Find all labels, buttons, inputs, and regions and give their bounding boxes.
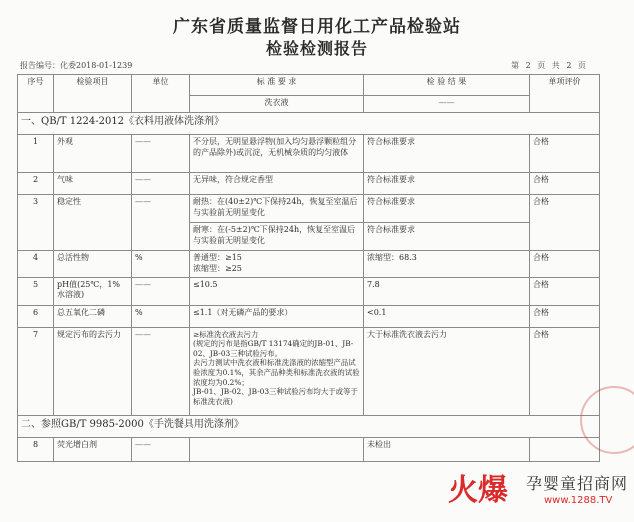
row-requirement: ≤10.5	[190, 277, 364, 305]
header-unit: 单位	[132, 75, 190, 113]
table-row	[18, 305, 600, 327]
row-eval: 合格	[530, 305, 600, 327]
row-result: 浓缩型：68.3	[364, 251, 530, 278]
row-unit: ——	[132, 135, 190, 173]
row-no: 5	[18, 277, 54, 305]
row-requirement: 耐热：在(40±2)℃下保持24h，恢复至室温后与实验前无明显变化	[190, 195, 364, 223]
row-result: 符合标准要求	[364, 173, 530, 195]
watermark-url: www.1288.TV	[544, 495, 613, 506]
row-requirement: 耐寒：在(-5±2)℃下保持24h，恢复至室温后与实验前无明显变化	[190, 223, 364, 251]
row-item: pH值(25℃，1%水溶液)	[54, 277, 132, 305]
row-eval: 合格	[530, 251, 600, 278]
page-info: 第 2 页 共 2 页	[511, 61, 588, 70]
row-requirement: 无异味，符合规定香型	[190, 173, 364, 195]
site-watermark	[448, 465, 634, 522]
product-name: 洗衣液	[190, 96, 364, 113]
table-row	[18, 437, 600, 461]
row-eval: 合格	[530, 277, 600, 305]
row-result: 未检出	[364, 437, 530, 461]
row-item: 荧光增白剂	[54, 437, 132, 461]
row-result: 符合标准要求	[364, 135, 530, 173]
section-1-title: 一、QB/T 1224-2012《衣料用液体洗涤剂》	[18, 113, 600, 135]
row-result: 符合标准要求	[364, 195, 530, 223]
row-unit: ——	[132, 195, 190, 251]
row-result: <0.1	[364, 305, 530, 327]
row-item: 总活性物	[54, 251, 132, 278]
row-item: 总五氧化二磷	[54, 305, 132, 327]
row-no: 1	[18, 135, 54, 173]
row-no: 6	[18, 305, 54, 327]
report-title: 广东省质量监督日用化工产品检验站	[173, 17, 461, 37]
row-item: 规定污布的去污力	[54, 327, 132, 415]
watermark-site-name: 孕婴童招商网	[526, 474, 629, 493]
row-requirement: 普通型：≥15 浓缩型：≥25	[190, 251, 364, 278]
header-eval: 单项评价	[530, 75, 600, 113]
section-2-title: 二、参照GB/T 9985-2000《手洗餐具用洗涤剂》	[18, 415, 600, 437]
header-no: 序号	[18, 75, 54, 113]
row-eval: 合格	[530, 173, 600, 195]
row-eval: 合格	[530, 195, 600, 251]
row-unit: ——	[132, 277, 190, 305]
product-result: ——	[364, 96, 530, 113]
row-requirement	[190, 437, 364, 461]
row-unit: ——	[132, 173, 190, 195]
row-unit: ——	[132, 437, 190, 461]
row-result: 7.8	[364, 277, 530, 305]
table-row	[18, 195, 600, 223]
row-no: 3	[18, 195, 54, 251]
report-number: 报告编号：化委2018-01-1239	[20, 61, 133, 70]
header-item: 检验项目	[54, 75, 132, 113]
row-eval: 合格	[530, 135, 600, 173]
row-no: 8	[18, 437, 54, 461]
header-result: 检 验 结 果	[364, 75, 530, 96]
row-requirement: ≥标准洗衣液去污力 (规定的污布是指GB/T 13174确定的JB-01、JB-02、JB-03三种试验污布。 去污力测试中洗衣液和标准洗涤液的浓缩型产品试验浓度为0.1%，其余产品种类和标准洗衣液的试验浓度均为0.2%； JB-01、JB-02、JB-03三种试验污布均大于或等于标准洗衣液)	[190, 327, 364, 415]
row-requirement: 不分层，无明显悬浮物(加入均匀悬浮颗粒组分的产品除外)或沉淀，无机械杂质的均匀液体	[190, 135, 364, 173]
row-requirement: ≤1.1（对无磷产品的要求）	[190, 305, 364, 327]
table-header-row	[18, 75, 600, 96]
inspection-table	[17, 74, 600, 462]
table-row	[18, 135, 600, 173]
row-item: 稳定性	[54, 195, 132, 251]
row-result: 大于标准洗衣液去污力	[364, 327, 530, 415]
table-row	[18, 173, 600, 195]
row-unit: %	[132, 251, 190, 278]
row-no: 7	[18, 327, 54, 415]
watermark-logo: 火爆	[448, 473, 508, 508]
report-subtitle: 检验检测报告	[265, 39, 368, 58]
row-item: 气味	[54, 173, 132, 195]
row-no: 4	[18, 251, 54, 278]
table-row	[18, 327, 600, 415]
row-unit: %	[132, 305, 190, 327]
row-result: 符合标准要求	[364, 223, 530, 251]
row-unit: ——	[132, 327, 190, 415]
row-no: 2	[18, 173, 54, 195]
table-row	[18, 251, 600, 278]
row-item: 外观	[54, 135, 132, 173]
header-requirement: 标 准 要 求	[190, 75, 364, 96]
table-row	[18, 277, 600, 305]
row-eval: 合格	[530, 327, 600, 415]
